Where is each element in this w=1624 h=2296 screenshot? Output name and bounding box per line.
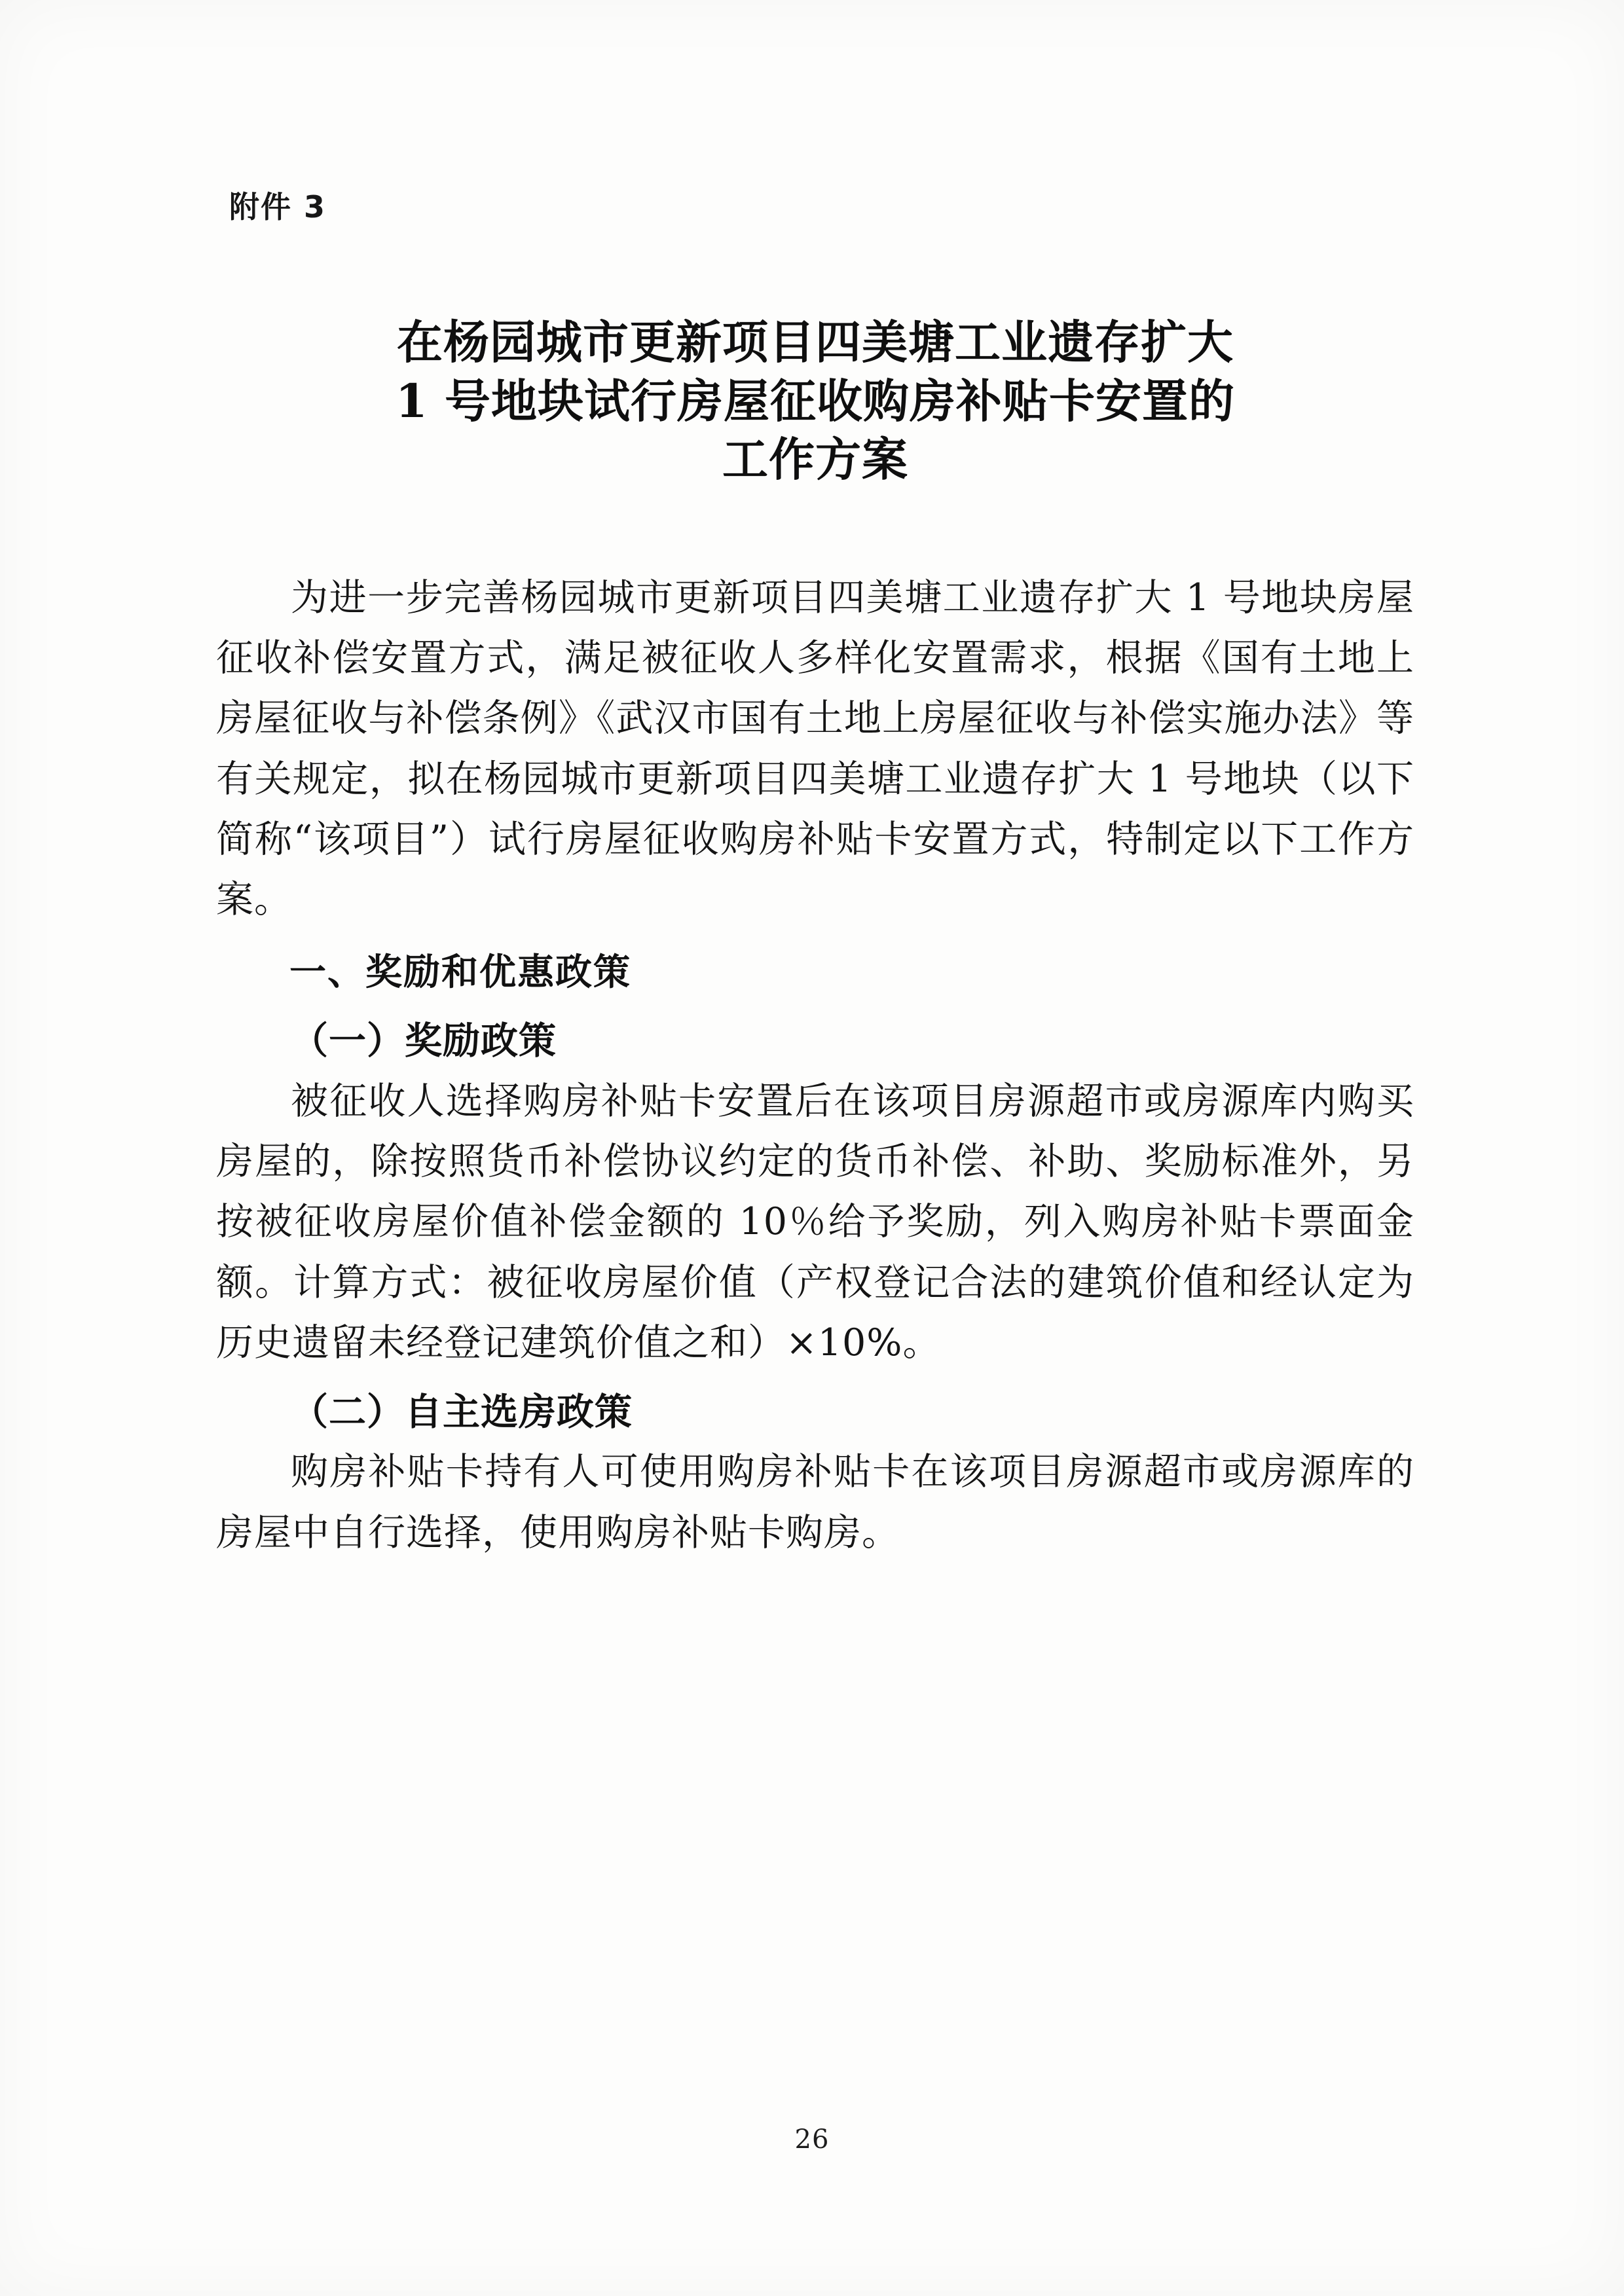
paragraph-self-selection-policy: 购房补贴卡持有人可使用购房补贴卡在该项目房源超市或房源库的房屋中自行选择，使用购房补贴卡购房。	[216, 1450, 1414, 1554]
page-content	[216, 183, 1414, 1564]
attachment-label: 附件 3	[229, 189, 327, 225]
paragraph-intro: 为进一步完善杨园城市更新项目四美塘工业遗存扩大 1 号地块房屋征收补偿安置方式，满足被征收人多样化安置需求，根据《国有土地上房屋征收与补偿条例》《武汉市国有土地上房屋征收与补偿实施办法》等有关规定，拟在杨园城市更新项目四美塘工业遗存扩大 1 号地块（以下简称“该项目”）试行房屋征收购房补贴卡安置方式，特制定以下工作方案。	[216, 575, 1414, 922]
section-heading-1: 一、奖励和优惠政策	[289, 951, 631, 994]
page-title	[216, 313, 1414, 489]
body-text	[216, 568, 1414, 1563]
subsection-heading-2: （二）自主选房政策	[291, 1390, 633, 1434]
title-line-3: 工作方案	[722, 432, 908, 487]
subsection-heading-1: （一）奖励政策	[291, 1019, 557, 1063]
paragraph-reward-policy: 被征收人选择购房补贴卡安置后在该项目房源超市或房源库内购买房屋的，除按照货币补偿协议约定的货币补偿、补助、奖励标准外，另按被征收房屋价值补偿金额的 10％给予奖励，列入购房补贴卡票面金额。计算方式：被征收房屋价值（产权登记合法的建筑价值和经认定为历史遗留未经登记建筑价值之和）×10%。	[216, 1079, 1414, 1364]
title-line-2: 1 号地块试行房屋征收购房补贴卡安置的	[395, 373, 1236, 428]
title-line-1: 在杨园城市更新项目四美塘工业遗存扩大	[397, 315, 1234, 369]
page-number: 26	[794, 2124, 830, 2155]
